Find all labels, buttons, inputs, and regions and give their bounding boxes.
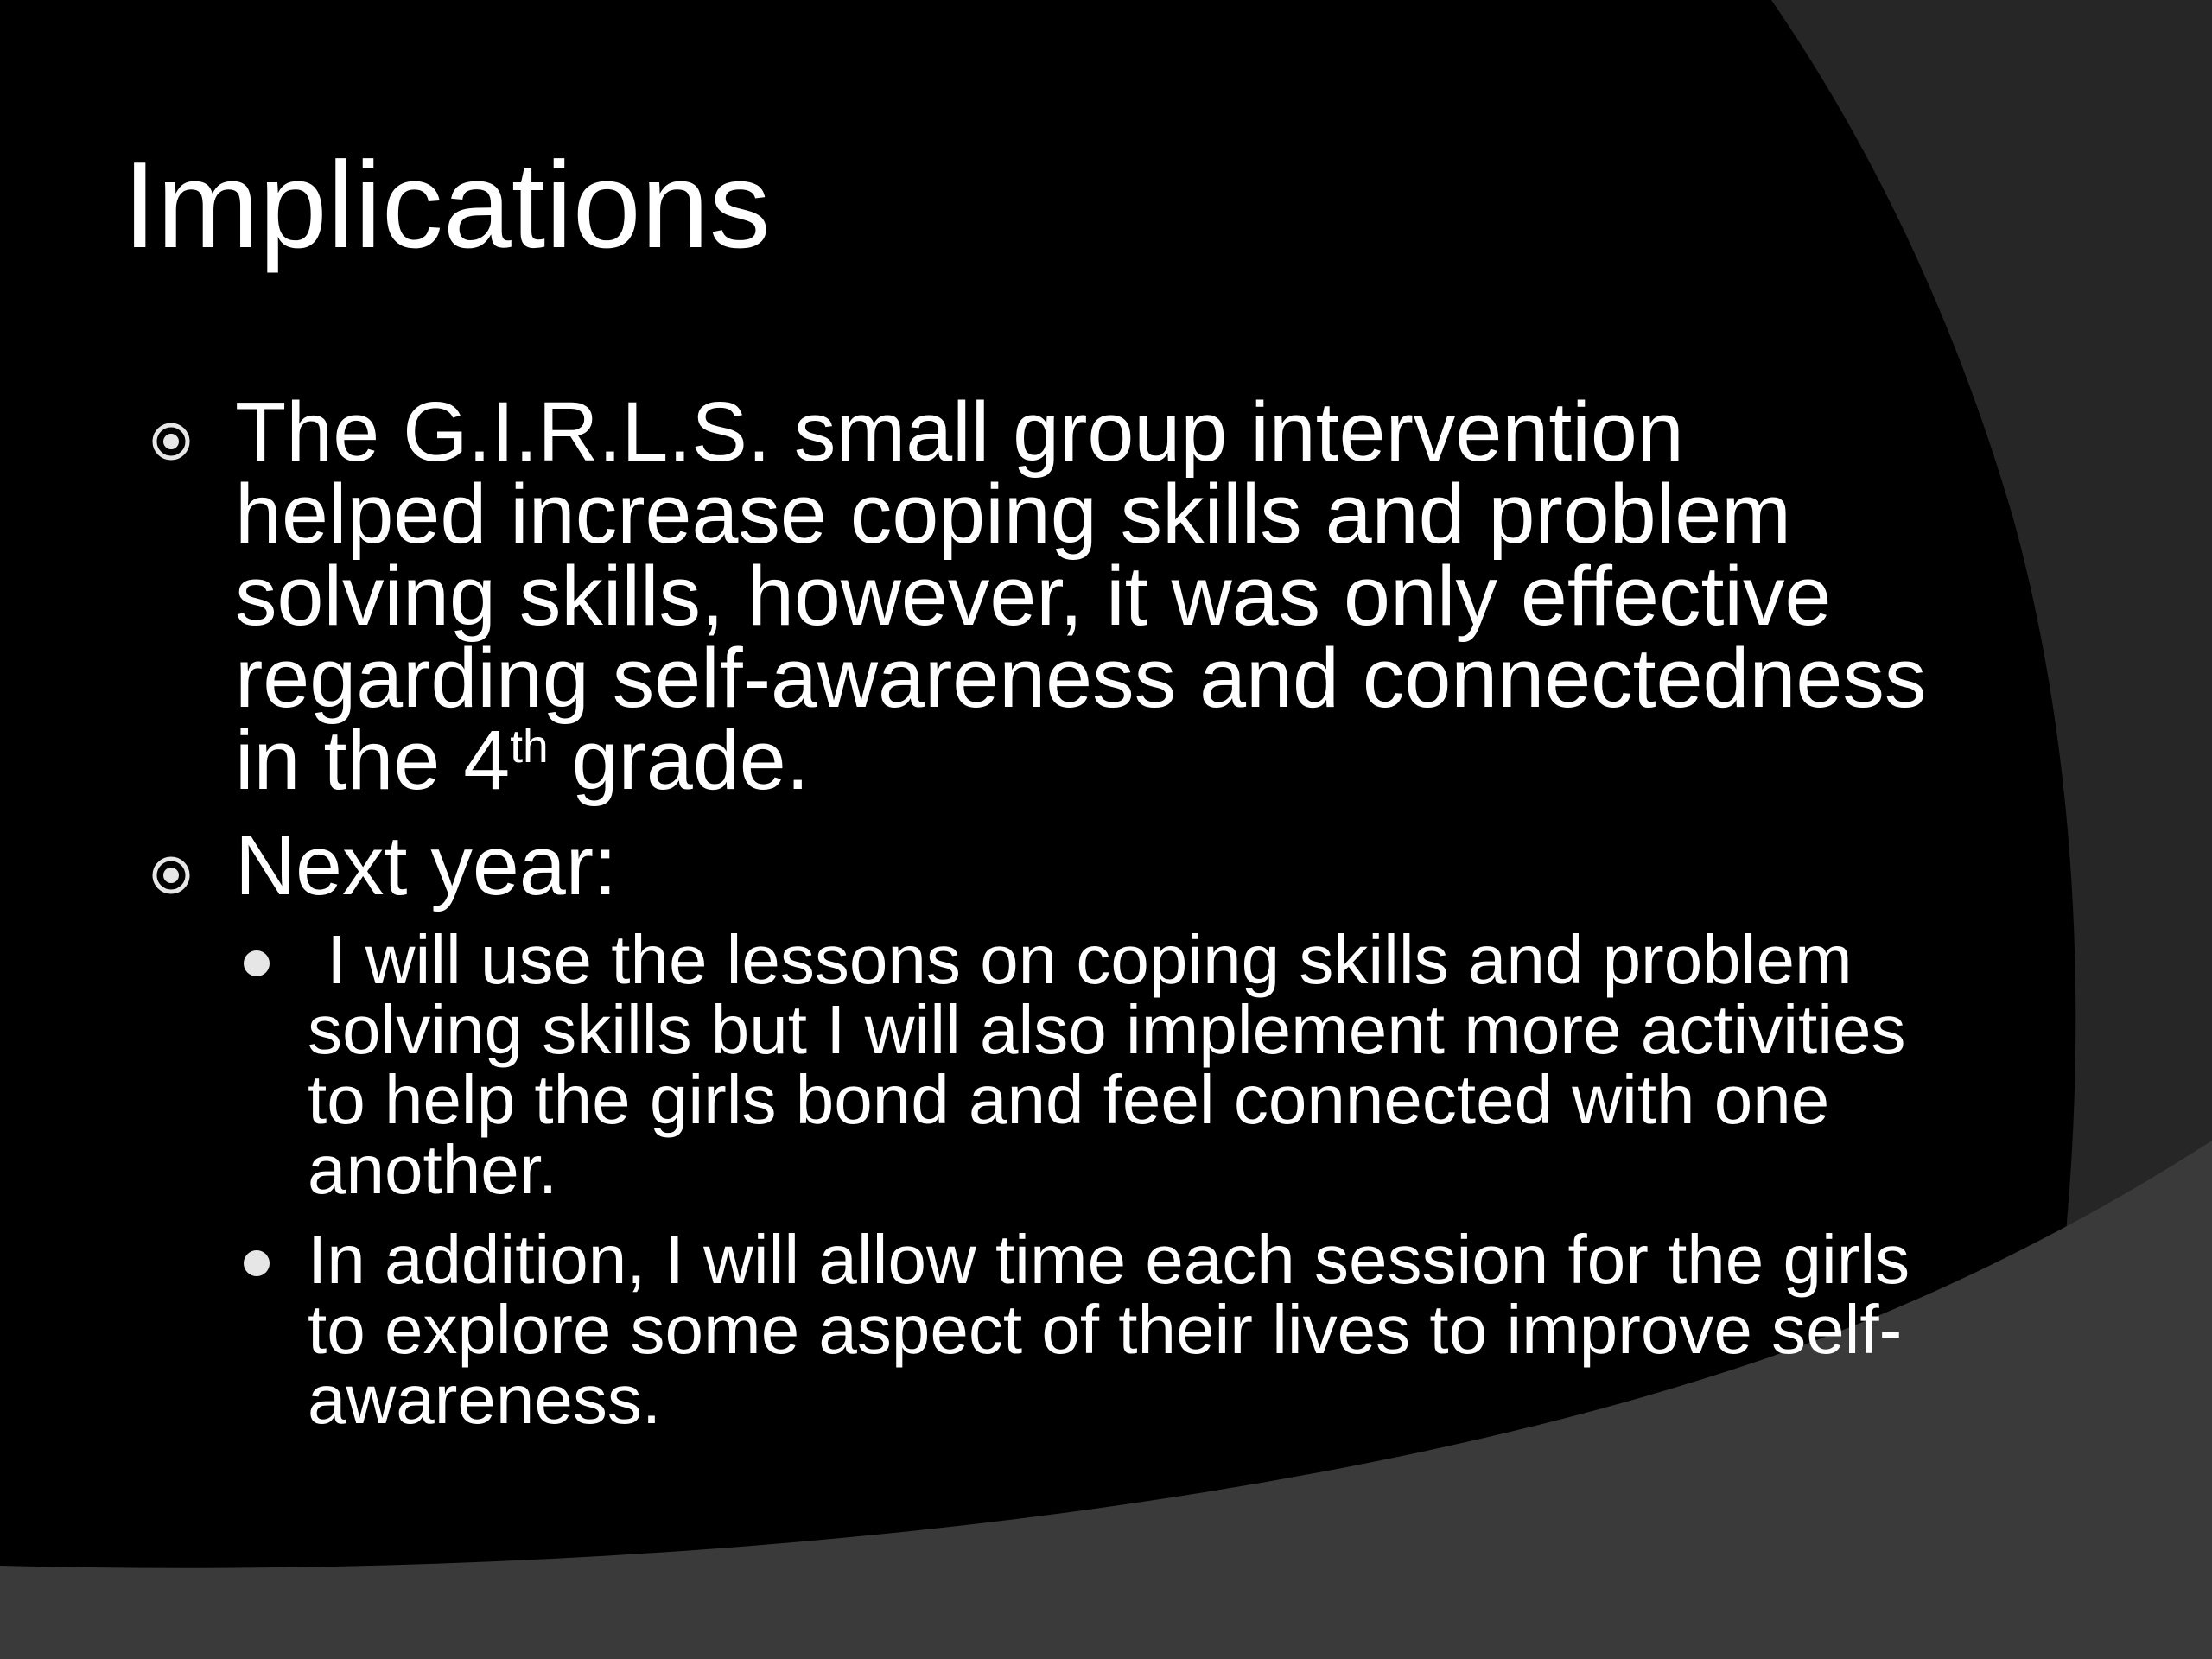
ring-bullet-icon (149, 854, 193, 897)
slide-title: Implications (123, 137, 771, 274)
ring-bullet-icon (149, 420, 193, 463)
bullet-text-end: grade. (548, 713, 810, 807)
bullet-intervention-result (235, 385, 1946, 807)
sub-bullet-self-awareness: In addition, I will allow time each session for the girls to explore some aspect of their lives to improve self-awareness. (308, 1221, 1910, 1438)
dot-bullet-icon (244, 1250, 270, 1276)
bullet-next-year: Next year: (235, 818, 618, 912)
bullet-text: The G.I.R.L.S. small group intervention helped increase coping skills and problem solving skills, however, it was only effective regarding self-awareness and connectedness in the 4 (235, 385, 1927, 807)
sub-bullet-lessons: I will use the lessons on coping skills and problem solving skills but I will also implement more activities to help the girls bond and feel connected with one another. (308, 921, 1925, 1208)
ordinal-suffix: th (510, 721, 549, 773)
dot-bullet-icon (244, 950, 270, 976)
